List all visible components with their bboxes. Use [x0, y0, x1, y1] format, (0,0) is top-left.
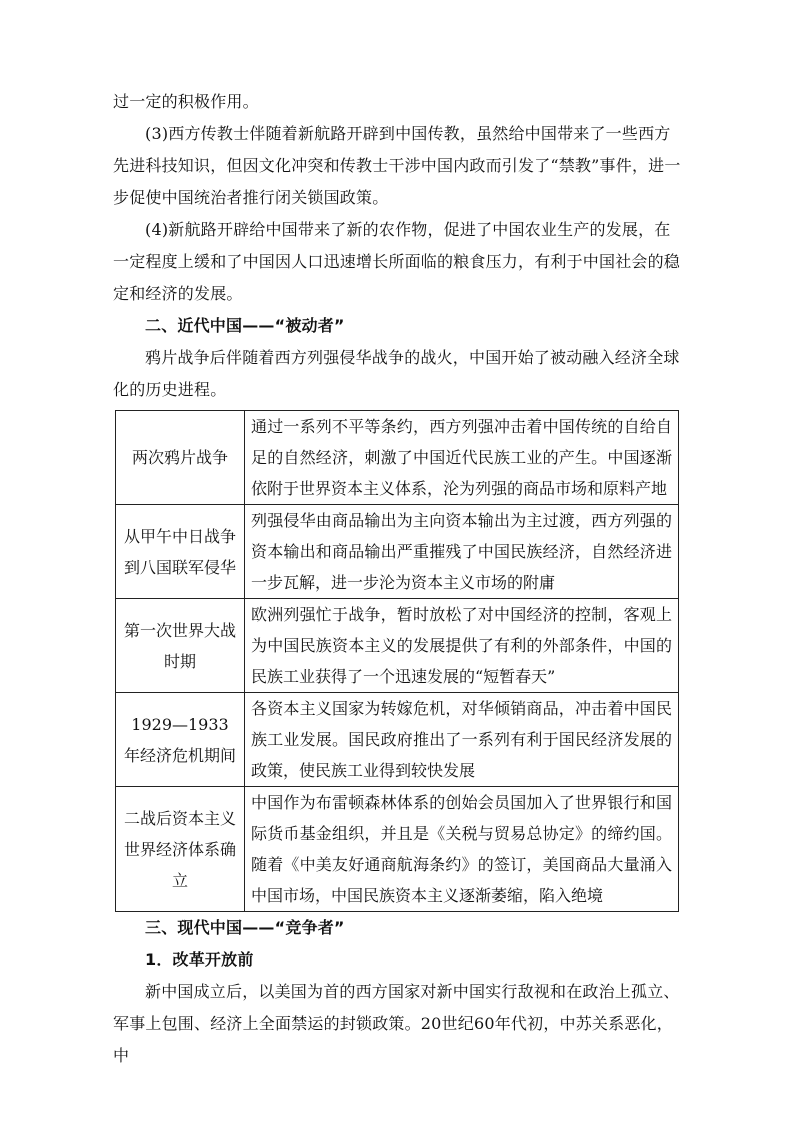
section-2-intro: 鸦片战争后伴随着西方列强侵华战争的战火，中国开始了被动融入经济全球化的历史进程。 — [113, 348, 680, 399]
paragraph-point-4: (4)新航路开辟给中国带来了新的农作物，促进了中国农业生产的发展，在一定程度上缓和了中国因人口迅速增长所面临的粮食压力，有利于中国社会的稳定和经济的发展。 — [113, 220, 681, 303]
description-cell: 中国作为布雷顿森林体系的创始会员国加入了世界银行和国际货币基金组织，并且是《关税与贸易总协定》的缔约国。随着《中美友好通商航海条约》的签订，美国商品大量涌入中国市场，中国民族资本主义逐渐萎缩，陷入绝境 — [245, 787, 679, 912]
table-row — [116, 505, 679, 599]
section-3-heading: 三、现代中国——“竞争者” — [145, 918, 345, 937]
periods-table — [115, 410, 679, 912]
table-row — [116, 599, 679, 693]
period-cell: 两次鸦片战争 — [116, 411, 245, 505]
paragraph-point-3: (3)西方传教士伴随着新航路开辟到中国传教，虽然给中国带来了一些西方先进科技知识，但因文化冲突和传教士干涉中国内政而引发了“禁教”事件，进一步促使中国统治者推行闭关锁国政策。 — [113, 124, 681, 207]
table-row — [116, 411, 679, 505]
description-cell: 各资本主义国家为转嫁危机，对华倾销商品，冲击着中国民族工业发展。国民政府推出了一系列有利于国民经济发展的政策，使民族工业得到较快发展 — [245, 693, 679, 787]
section-3-subheading: 1．改革开放前 — [145, 950, 254, 969]
period-cell: 二战后资本主义世界经济体系确立 — [116, 787, 245, 912]
period-cell: 从甲午中日战争到八国联军侵华 — [116, 505, 245, 599]
table-row — [116, 693, 679, 787]
period-cell: 第一次世界大战时期 — [116, 599, 245, 693]
section-2-heading: 二、近代中国——“被动者” — [145, 316, 345, 335]
table-row — [116, 787, 679, 912]
paragraph-continuation: 过一定的积极作用。 — [113, 92, 259, 111]
description-cell: 通过一系列不平等条约，西方列强冲击着中国传统的自给自足的自然经济，刺激了中国近代民族工业的产生。中国逐渐依附于世界资本主义体系，沦为列强的商品市场和原料产地 — [245, 411, 679, 505]
description-cell: 欧洲列强忙于战争，暂时放松了对中国经济的控制，客观上为中国民族资本主义的发展提供了有利的外部条件，中国的民族工业获得了一个迅速发展的“短暂春天” — [245, 599, 679, 693]
section-3-paragraph: 新中国成立后，以美国为首的西方国家对新中国实行敌视和在政治上孤立、军事上包围、经济上全面禁运的封锁政策。20世纪60年代初，中苏关系恶化，中 — [113, 982, 680, 1065]
document-page — [113, 86, 681, 1072]
description-cell: 列强侵华由商品输出为主向资本输出为主过渡，西方列强的资本输出和商品输出严重摧残了中国民族经济，自然经济进一步瓦解，进一步沦为资本主义市场的附庸 — [245, 505, 679, 599]
period-cell: 1929—1933年经济危机期间 — [116, 693, 245, 787]
